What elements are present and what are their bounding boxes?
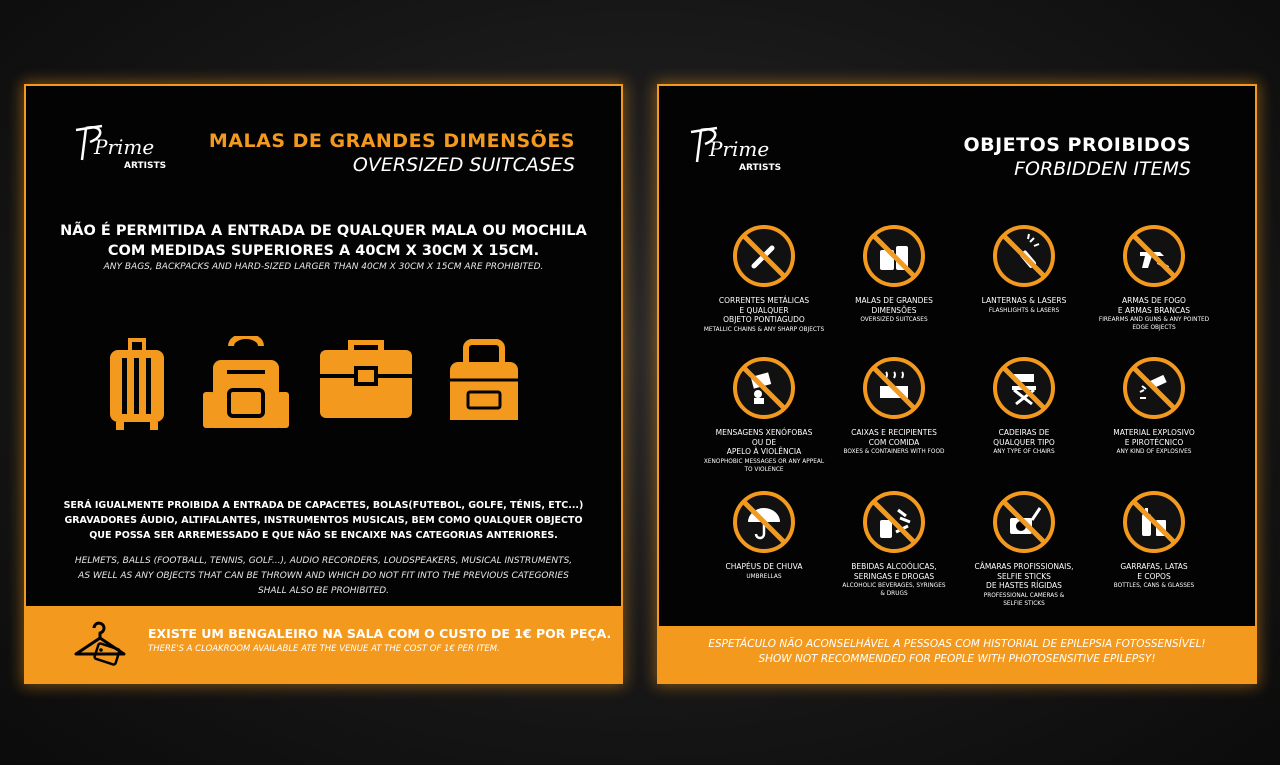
- forbidden-item-label-pt: [1089, 428, 1219, 447]
- title-en: OVERSIZED SUITCASES: [352, 154, 575, 176]
- forbidden-item: [1089, 490, 1219, 590]
- label-en-line: PROFESSIONAL CAMERAS &: [983, 592, 1065, 599]
- label-en-line: UMBRELLAS: [746, 573, 782, 580]
- label-en-line: ALCOHOLIC BEVERAGES, SYRINGES: [842, 583, 946, 589]
- forbidden-item-label-en: [1089, 448, 1219, 456]
- forbidden-item: [959, 224, 1089, 315]
- label-pt-line: QUALQUER TIPO: [993, 437, 1055, 447]
- label-pt-line: CORRENTES METÁLICAS: [718, 296, 810, 305]
- label-pt-line: CÂMARAS PROFISSIONAIS,: [974, 562, 1074, 571]
- bottles-icon: [1122, 490, 1186, 554]
- prohibited-pt-line-2: GRAVADORES ÁUDIO, ALTIFALANTES, INSTRUMENTOS MUSICAIS, BEM COMO QUALQUER OBJECTO: [64, 515, 583, 526]
- label-en-line: FIREARMS AND GUNS & ANY POINTED: [1098, 317, 1210, 323]
- prime-artists-logo: [72, 120, 168, 176]
- cloakroom-footer: [26, 606, 621, 682]
- size-rule-en: ANY BAGS, BACKPACKS AND HARD-SIZED LARGER THAN 40CM X 30CM X 15CM ARE PROHIBITED.: [103, 262, 544, 272]
- title-en: FORBIDDEN ITEMS: [1014, 158, 1191, 180]
- label-pt-line: E QUALQUER: [739, 305, 789, 315]
- forbidden-item: [1089, 224, 1219, 332]
- label-en-line: ANY TYPE OF CHAIRS: [993, 449, 1055, 455]
- umbrella-icon: [732, 490, 796, 554]
- label-pt-line: OU DE: [751, 437, 777, 447]
- label-en-line: BOXES & CONTAINERS WITH FOOD: [843, 449, 945, 455]
- label-pt-line: SERINGAS E DROGAS: [853, 571, 935, 581]
- label-pt-line: E COPOS: [1137, 571, 1171, 581]
- cloakroom-notice-pt: EXISTE UM BENGALEIRO NA SALA COM O CUSTO DE 1€ POR PEÇA.: [148, 626, 612, 641]
- forbidden-item-label-pt: [699, 562, 829, 572]
- label-pt-line: ARMAS DE FOGO: [1122, 296, 1186, 305]
- cloakroom-notice-en: THERE'S A CLOAKROOM AVAILABLE ATE THE VENUE AT THE COST OF 1€ PER ITEM.: [148, 644, 500, 654]
- svg-text:ARTISTS: ARTISTS: [739, 163, 782, 173]
- label-pt-line: DE HASTES RÍGIDAS: [986, 581, 1062, 590]
- epilepsy-warning-pt: ESPETÁCULO NÃO ACONSELHÁVEL A PESSOAS COM HISTORIAL DE EPILEPSIA FOTOSSENSÍVEL!: [708, 638, 1206, 650]
- prohibited-pt-line-1: SERÁ IGUALMENTE PROIBIDA A ENTRADA DE CAPACETES, BOLAS(FUTEBOL, GOLFE, TÉNIS, ETC...): [63, 500, 584, 511]
- forbidden-item-label-en: [829, 448, 959, 456]
- forbidden-item: [959, 490, 1089, 608]
- forbidden-item: [699, 224, 829, 334]
- svg-text:Prime: Prime: [94, 135, 155, 159]
- label-pt-line: MENSAGENS XENÓFOBAS: [715, 428, 813, 437]
- prohibited-en-line-3: SHALL ALSO BE PROHIBITED.: [257, 586, 390, 596]
- forbidden-item: [829, 224, 959, 324]
- label-en-line: SELFIE STICKS: [1003, 600, 1045, 607]
- forbidden-item: [1089, 356, 1219, 456]
- label-pt-line: CADEIRAS DE: [998, 428, 1050, 437]
- suitcases-icon: [862, 224, 926, 288]
- forbidden-item-label-pt: [829, 296, 959, 315]
- forbidden-item-label-pt: [829, 562, 959, 581]
- size-rule-line-2: COM MEDIDAS SUPERIORES A 40CM X 30CM X 15CM.: [107, 243, 540, 259]
- prime-artists-logo: [687, 122, 783, 178]
- title-pt: MALAS DE GRANDES DIMENSÕES: [208, 130, 575, 152]
- forbidden-item-label-pt: [959, 296, 1089, 306]
- forbidden-item: [829, 490, 959, 598]
- oversized-suitcases-panel: [24, 84, 623, 684]
- size-rule-pt: [26, 221, 621, 261]
- epilepsy-warning-footer: [659, 626, 1255, 682]
- label-en-line: METALLIC CHAINS & ANY SHARP OBJECTS: [703, 326, 825, 333]
- forbidden-item-label-en: [699, 458, 829, 474]
- label-en-line: EDGE OBJECTS: [1132, 325, 1176, 331]
- prohibited-pt-line-3: QUE POSSA SER ARREMESSADO E QUE NÃO SE ENCAIXE NAS CATEGORIAS ANTERIORES.: [89, 530, 558, 541]
- title-pt: OBJETOS PROIBIDOS: [963, 134, 1191, 156]
- svg-text:Prime: Prime: [709, 137, 770, 161]
- epilepsy-warning-en: SHOW NOT RECOMMENDED FOR PEOPLE WITH PHOTOSENSITIVE EPILEPSY!: [758, 653, 1156, 665]
- forbidden-item-label-en: [829, 582, 959, 598]
- forbidden-item-label-pt: [699, 428, 829, 457]
- forbidden-item-label-pt: [699, 296, 829, 325]
- prohibited-en-line-1: HELMETS, BALLS (FOOTBALL, TENNIS, GOLF...), AUDIO RECORDERS, LOUDSPEAKERS, MUSICAL INSTRUMENTS,: [74, 556, 573, 566]
- prohibited-items-pt: [26, 498, 621, 543]
- forbidden-item-label-pt: [829, 428, 959, 447]
- forbidden-item-label-en: [1089, 316, 1219, 332]
- label-pt-line: CAIXAS E RECIPIENTES: [851, 428, 937, 437]
- forbidden-item-label-en: [699, 573, 829, 581]
- forbidden-item: [829, 356, 959, 456]
- label-en-line: TO VIOLENCE: [744, 466, 784, 473]
- drugs-icon: [862, 490, 926, 554]
- forbidden-item-label-en: [959, 307, 1089, 315]
- camera-icon: [992, 490, 1056, 554]
- label-pt-line: SELFIE STICKS: [997, 571, 1051, 581]
- forbidden-item: [699, 356, 829, 474]
- label-en-line: OVERSIZED SUITCASES: [860, 317, 928, 323]
- hanger-icon: [72, 618, 128, 670]
- chain-icon: [732, 224, 796, 288]
- flashlight-icon: [992, 224, 1056, 288]
- forbidden-item: [959, 356, 1089, 456]
- label-pt-line: BEBIDAS ALCOÓLICAS,: [851, 562, 937, 571]
- label-en-line: XENOPHOBIC MESSAGES OR ANY APPEAL: [703, 458, 825, 465]
- forbidden-item-label-en: [959, 448, 1089, 456]
- chair-icon: [992, 356, 1056, 420]
- duffel-bag-icon: [448, 336, 520, 424]
- forbidden-item-label-en: [699, 326, 829, 334]
- label-pt-line: OBJETO PONTIAGUDO: [723, 315, 805, 324]
- suitcase-icon: [108, 336, 166, 432]
- prohibited-en-line-2: AS WELL AS ANY OBJECTS THAT CAN BE THROWN AND WHICH DO NOT FIT INTO THE PREVIOUS CATEGORIES: [78, 571, 569, 581]
- label-pt-line: CHAPÉUS DE CHUVA: [725, 562, 803, 571]
- size-rule-line-1: NÃO É PERMITIDA A ENTRADA DE QUALQUER MALA OU MOCHILA: [60, 223, 587, 239]
- protest-sign-icon: [732, 356, 796, 420]
- forbidden-item: [699, 490, 829, 581]
- label-pt-line: APELO À VIOLÊNCIA: [726, 447, 802, 456]
- label-pt-line: MALAS DE GRANDES: [855, 296, 933, 305]
- label-pt-line: E PIROTÉCNICO: [1124, 437, 1184, 447]
- forbidden-item-label-pt: [959, 562, 1089, 591]
- bag-icons-row: [26, 336, 621, 436]
- label-en-line: & DRUGS: [880, 591, 908, 597]
- label-en-line: FLASHLIGHTS & LASERS: [988, 307, 1060, 314]
- forbidden-item-label-en: [829, 316, 959, 324]
- forbidden-item-label-pt: [959, 428, 1089, 447]
- label-pt-line: COM COMIDA: [868, 437, 920, 447]
- food-box-icon: [862, 356, 926, 420]
- forbidden-items-panel: [657, 84, 1257, 684]
- svg-text:ARTISTS: ARTISTS: [124, 161, 167, 171]
- label-en-line: ANY KIND OF EXPLOSIVES: [1116, 449, 1192, 455]
- prohibited-items-en: [26, 554, 621, 599]
- forbidden-item-label-en: [959, 592, 1089, 608]
- briefcase-icon: [318, 336, 414, 420]
- forbidden-item-label-pt: [1089, 562, 1219, 581]
- label-pt-line: LANTERNAS & LASERS: [981, 296, 1067, 305]
- firearm-icon: [1122, 224, 1186, 288]
- backpack-icon: [201, 336, 291, 430]
- forbidden-item-label-en: [1089, 582, 1219, 590]
- label-pt-line: E ARMAS BRANCAS: [1117, 305, 1191, 315]
- label-pt-line: MATERIAL EXPLOSIVO: [1113, 428, 1195, 437]
- label-pt-line: DIMENSÕES: [871, 305, 917, 315]
- label-pt-line: GARRAFAS, LATAS: [1120, 562, 1188, 571]
- forbidden-item-label-pt: [1089, 296, 1219, 315]
- explosive-icon: [1122, 356, 1186, 420]
- label-en-line: BOTTLES, CANS & GLASSES: [1113, 583, 1195, 589]
